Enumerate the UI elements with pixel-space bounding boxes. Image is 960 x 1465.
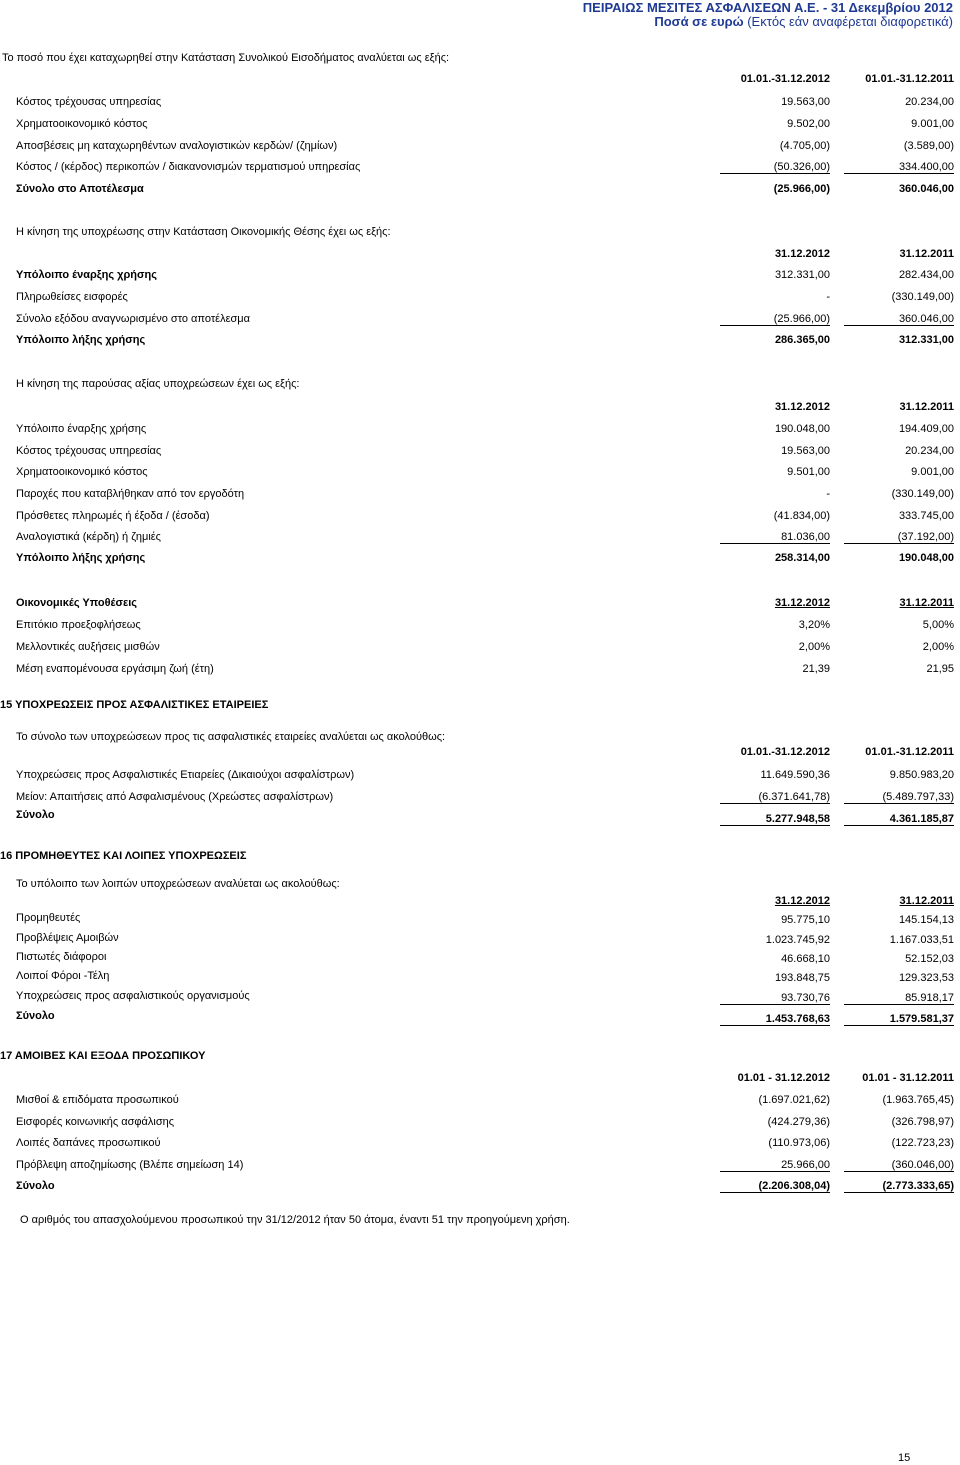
table-row	[0, 619, 960, 637]
row-value-current: (6.371.641,78)	[720, 791, 830, 804]
table-row	[0, 161, 960, 179]
col-header-prior: 31.12.2011	[899, 597, 954, 609]
table-row-total	[0, 1180, 960, 1198]
row-value-current: 21,39	[802, 663, 830, 675]
col-header-prior: 31.12.2011	[899, 248, 954, 260]
row-value-current: 19.563,00	[781, 96, 830, 108]
row-value-current: 11.649.590,36	[760, 769, 830, 781]
col-header-current: 31.12.2012	[774, 895, 830, 907]
row-value-current: 193.848,75	[774, 972, 830, 984]
row-value-current: 3,20%	[798, 619, 830, 631]
table-row	[0, 970, 960, 988]
row-label: Κόστος / (κέρδος) περικοπών / διακανονισμών τερματισμού υπηρεσίας	[16, 161, 361, 173]
row-label: Μελλοντικές αυξήσεις μισθών	[16, 641, 160, 653]
row-label: Λοιποί Φόροι -Τέλη	[16, 970, 110, 982]
assumptions-title: Οικονομικές Υποθέσεις	[16, 597, 137, 609]
table-row-total	[0, 552, 960, 570]
row-value-current: (110.973,06)	[768, 1137, 830, 1149]
col-header-current: 01.01.-31.12.2012	[740, 746, 830, 758]
row-value-prior: (360.046,00)	[844, 1159, 954, 1172]
row-value-current: 9.502,00	[787, 118, 830, 130]
row-value-prior: (122.723,23)	[891, 1137, 954, 1149]
row-label: Υπόλοιπο λήξης χρήσης	[16, 552, 146, 564]
row-value-prior: 9.001,00	[911, 118, 954, 130]
row-value-current: 95.775,10	[781, 914, 830, 926]
row-value-current: 1.453.768,63	[720, 1013, 830, 1026]
row-value-prior: 52.152,03	[905, 953, 954, 965]
row-value-current: 93.730,76	[720, 992, 830, 1005]
document-header-currency	[654, 14, 953, 29]
row-value-prior: 333.745,00	[898, 510, 954, 522]
row-value-prior: 9.850.983,20	[889, 769, 954, 781]
s15-column-header	[0, 746, 960, 764]
row-label: Πληρωθείσες εισφορές	[16, 291, 128, 303]
document-header-title: ΠΕΙΡΑΙΩΣ ΜΕΣΙΤΕΣ ΑΣΦΑΛΙΣΕΩΝ Α.Ε. - 31 Δεκεμβρίου 2012	[582, 0, 953, 15]
row-label: Κόστος τρέχουσας υπηρεσίας	[16, 445, 162, 457]
assumptions-header	[0, 597, 960, 615]
row-value-prior: 2,00%	[922, 641, 954, 653]
table-row	[0, 990, 960, 1008]
row-label: Υπόλοιπο έναρξης χρήσης	[16, 269, 157, 281]
s16-intro: Το υπόλοιπο των λοιπών υποχρεώσεων αναλύεται ως ακολούθως:	[16, 878, 340, 890]
section-17-title: 17 ΑΜΟΙΒΕΣ ΚΑΙ ΕΞΟΔΑ ΠΡΟΣΩΠΙΚΟΥ	[0, 1050, 206, 1062]
row-label: Πρόσθετες πληρωμές ή έξοδα / (έσοδα)	[16, 510, 210, 522]
row-value-current: 286.365,00	[774, 334, 830, 346]
row-value-current: 46.668,10	[781, 953, 830, 965]
row-label: Πιστωτές διάφοροι	[16, 951, 107, 963]
table-row	[0, 769, 960, 787]
s17-column-header	[0, 1072, 960, 1090]
row-value-prior: 334.400,00	[844, 161, 954, 174]
row-label: Σύνολο εξόδου αναγνωρισμένο στο αποτέλεσμα	[16, 313, 250, 325]
table-row	[0, 1159, 960, 1177]
col-header-prior: 01.01.-31.12.2011	[865, 746, 954, 758]
row-label: Μείον: Απαιτήσεις από Ασφαλισμένους (Χρεώστες ασφαλίστρων)	[16, 791, 334, 803]
row-value-current: 19.563,00	[781, 445, 830, 457]
table-row-total	[0, 183, 960, 201]
row-label: Σύνολο στο Αποτέλεσμα	[16, 183, 144, 195]
row-value-prior: (2.773.333,65)	[844, 1180, 954, 1193]
row-value-prior: 4.361.185,87	[844, 813, 954, 826]
row-value-current: 81.036,00	[720, 531, 830, 544]
row-label: Υποχρεώσεις προς Ασφαλιστικές Ετιαρείες (Δικαιούχοι ασφαλίστρων)	[16, 769, 355, 781]
table-row	[0, 466, 960, 484]
s15-intro: Το σύνολο των υποχρεώσεων προς τις ασφαλιστικές εταιρείες αναλύεται ως ακολούθως:	[16, 731, 446, 743]
col-header-prior: 01.01.-31.12.2011	[865, 73, 954, 85]
row-value-prior: (3.589,00)	[903, 140, 954, 152]
row-value-current: 1.023.745,92	[765, 934, 830, 946]
row-value-prior: (1.963.765,45)	[882, 1094, 954, 1106]
row-value-current: 312.331,00	[774, 269, 830, 281]
row-value-prior: 20.234,00	[905, 96, 954, 108]
col-header-current: 01.01.-31.12.2012	[740, 73, 830, 85]
s1-intro: Το ποσό που έχει καταχωρηθεί στην Κατάσταση Συνολικού Εισοδήματος αναλύεται ως εξής:	[2, 52, 450, 64]
row-label: Κόστος τρέχουσας υπηρεσίας	[16, 96, 162, 108]
table-row	[0, 96, 960, 114]
row-value-current: 25.966,00	[720, 1159, 830, 1172]
section-15-title: 15 ΥΠΟΧΡΕΩΣΕΙΣ ΠΡΟΣ ΑΣΦΑΛΙΣΤΙΚΕΣ ΕΤΑΙΡΕΙΕΣ	[0, 699, 269, 711]
row-label: Χρηματοοικονομικό κόστος	[16, 118, 148, 130]
row-value-prior: 85.918,17	[844, 992, 954, 1005]
row-value-current: 190.048,00	[774, 423, 830, 435]
table-row	[0, 1137, 960, 1155]
currency-note: (Εκτός εάν αναφέρεται διαφορετικά)	[743, 14, 953, 29]
table-row	[0, 269, 960, 287]
row-value-current: (50.326,00)	[720, 161, 830, 174]
col-header-current: 31.12.2012	[774, 597, 830, 609]
row-value-current: 9.501,00	[787, 466, 830, 478]
row-label: Λοιπές δαπάνες προσωπικού	[16, 1137, 161, 1149]
row-value-prior: 282.434,00	[898, 269, 954, 281]
col-header-prior: 31.12.2011	[899, 895, 954, 907]
row-label: Αναλογιστικά (κέρδη) ή ζημιές	[16, 531, 161, 543]
row-value-current: (4.705,00)	[779, 140, 830, 152]
row-label: Σύνολο	[16, 809, 55, 821]
staff-count-footnote: Ο αριθμός του απασχολούμενου προσωπικού την 31/12/2012 ήταν 50 άτομα, έναντι 51 την προηγούμενη χρήση.	[20, 1214, 570, 1226]
row-value-current: 5.277.948,58	[720, 813, 830, 826]
row-value-current: 2,00%	[798, 641, 830, 653]
s3-column-header	[0, 401, 960, 419]
row-label: Μέση εναπομένουσα εργάσιμη ζωή (έτη)	[16, 663, 214, 675]
row-value-current: 258.314,00	[774, 552, 830, 564]
s3-intro: Η κίνηση της παρούσας αξίας υποχρεώσεων έχει ως εξής:	[16, 378, 300, 390]
row-value-prior: 21,95	[926, 663, 954, 675]
row-value-current: (424.279,36)	[767, 1116, 830, 1128]
table-row-total	[0, 809, 960, 827]
col-header-current: 01.01 - 31.12.2012	[737, 1072, 830, 1084]
section-16-title: 16 ΠΡΟΜΗΘΕΥΤΕΣ ΚΑΙ ΛΟΙΠΕΣ ΥΠΟΧΡΕΩΣΕΙΣ	[0, 850, 247, 862]
table-row	[0, 791, 960, 809]
col-header-current: 31.12.2012	[774, 401, 830, 413]
table-row	[0, 531, 960, 549]
row-value-prior: (326.798,97)	[891, 1116, 954, 1128]
row-value-prior: (5.489.797,33)	[844, 791, 954, 804]
row-value-prior: 5,00%	[922, 619, 954, 631]
row-value-current: -	[826, 488, 830, 500]
table-row-total	[0, 1010, 960, 1028]
row-label: Σύνολο	[16, 1010, 55, 1022]
row-label: Πρόβλεψη αποζημίωσης (Βλέπε σημείωση 14)	[16, 1159, 244, 1171]
col-header-current: 31.12.2012	[774, 248, 830, 260]
s2-intro: Η κίνηση της υποχρέωσης στην Κατάσταση Οικονομικής Θέσης έχει ως εξής:	[16, 226, 391, 238]
row-label: Προβλέψεις Αμοιβών	[16, 932, 119, 944]
row-label: Υποχρεώσεις προς ασφαλιστικούς οργανισμούς	[16, 990, 250, 1002]
col-header-prior: 01.01 - 31.12.2011	[862, 1072, 954, 1084]
row-value-prior: 190.048,00	[898, 552, 954, 564]
row-value-prior: 360.046,00	[898, 183, 954, 195]
table-row-total	[0, 334, 960, 352]
row-label: Υπόλοιπο έναρξης χρήσης	[16, 423, 147, 435]
table-row	[0, 663, 960, 681]
s1-column-header	[0, 73, 960, 91]
row-value-prior: 194.409,00	[898, 423, 954, 435]
row-value-prior: (37.192,00)	[844, 531, 954, 544]
row-value-prior: 9.001,00	[911, 466, 954, 478]
table-row	[0, 951, 960, 969]
row-label: Αποσβέσεις μη καταχωρηθέντων αναλογιστικών κερδών/ (ζημίων)	[16, 140, 338, 152]
table-row	[0, 313, 960, 331]
table-row	[0, 932, 960, 950]
row-label: Χρηματοοικονομικό κόστος	[16, 466, 148, 478]
row-label: Προμηθευτές	[16, 912, 81, 924]
row-value-prior: 129.323,53	[898, 972, 954, 984]
row-label: Παροχές που καταβλήθηκαν από τον εργοδότη	[16, 488, 245, 500]
table-row	[0, 1116, 960, 1134]
row-value-prior: (330.149,00)	[891, 488, 954, 500]
page-number: 15	[898, 1452, 911, 1464]
row-label: Επιτόκιο προεξοφλήσεως	[16, 619, 141, 631]
row-label: Μισθοί & επιδόματα προσωπικού	[16, 1094, 179, 1106]
row-value-current: (41.834,00)	[773, 510, 830, 522]
table-row	[0, 488, 960, 506]
row-label: Εισφορές κοινωνικής ασφάλισης	[16, 1116, 175, 1128]
row-value-prior: 20.234,00	[905, 445, 954, 457]
s16-column-header	[0, 895, 960, 913]
row-value-prior: 1.167.033,51	[889, 934, 954, 946]
col-header-prior: 31.12.2011	[899, 401, 954, 413]
row-value-current: (1.697.021,62)	[758, 1094, 830, 1106]
table-row	[0, 291, 960, 309]
row-value-prior: (330.149,00)	[891, 291, 954, 303]
table-row	[0, 1094, 960, 1112]
table-row	[0, 423, 960, 441]
row-value-current: -	[826, 291, 830, 303]
row-value-current: (25.966,00)	[773, 183, 830, 195]
table-row	[0, 140, 960, 158]
row-value-prior: 145.154,13	[898, 914, 954, 926]
table-row	[0, 912, 960, 930]
table-row	[0, 510, 960, 528]
row-value-current: (2.206.308,04)	[720, 1180, 830, 1193]
row-value-current: (25.966,00)	[720, 313, 830, 326]
currency-label: Ποσά σε ευρώ	[654, 14, 744, 29]
s2-column-header	[0, 248, 960, 266]
row-value-prior: 360.046,00	[844, 313, 954, 326]
table-row	[0, 445, 960, 463]
row-value-prior: 312.331,00	[898, 334, 954, 346]
table-row	[0, 118, 960, 136]
row-label: Υπόλοιπο λήξης χρήσης	[16, 334, 146, 346]
row-label: Σύνολο	[16, 1180, 55, 1192]
row-value-prior: 1.579.581,37	[844, 1013, 954, 1026]
table-row	[0, 641, 960, 659]
